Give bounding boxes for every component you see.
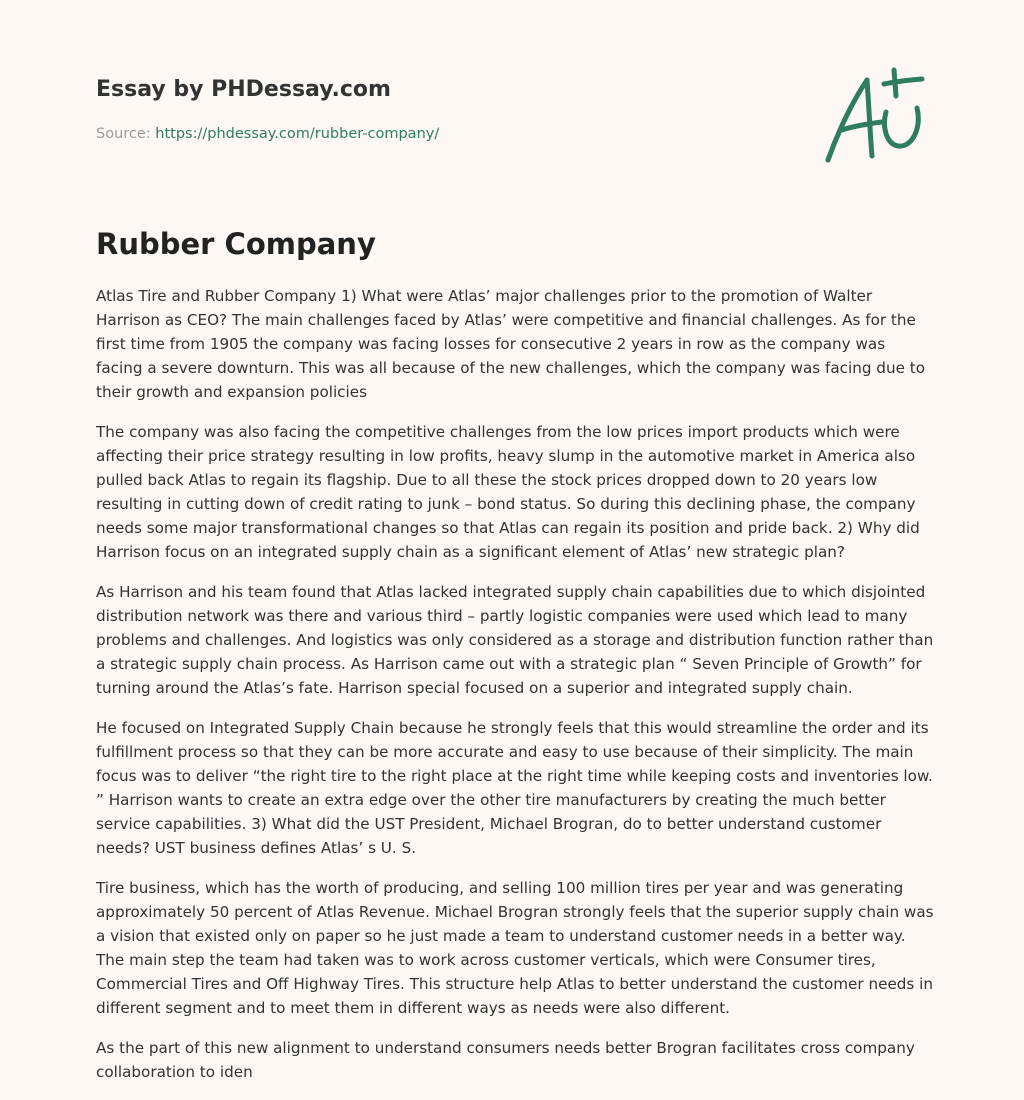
brand-title: Essay by PHDessay.com xyxy=(96,77,391,102)
essay-paragraph: The company was also facing the competitive challenges from the low prices import products which were affecting their price strategy resulting in low profits, heavy slump in the automotive market in America also pulled back Atlas to regain its flagship. Due to all these the stock prices dropped down to 20 years low resulting in cutting down of credit rating to junk – bond status. So during this declining phase, the company needs some major transformational changes so that Atlas can regain its position and pride back. 2) Why did Harrison focus on an integrated supply chain as a significant element of Atlas’ new strategic plan? xyxy=(96,423,920,561)
essay-paragraph: Tire business, which has the worth of producing, and selling 100 million tires per year and was generating approximately 50 percent of Atlas Revenue. Michael Brogran strongly feels that the superior supply chain was a vision that existed only on paper so he just made a team to understand customer needs in a better way. The main step the team had taken was to work across customer verticals, which were Consumer tires, Commercial Tires and Off Highway Tires. This structure help Atlas to better understand the customer needs in different segment and to meet them in different ways as needs were also different. xyxy=(96,879,934,1017)
essay-body xyxy=(96,284,936,1100)
essay-paragraph: As Harrison and his team found that Atlas lacked integrated supply chain capabilities due to which disjointed distribution network was there and various third – partly logistic companies were used which lead to many problems and challenges. And logistics was only considered as a storage and distribution function rather than a strategic supply chain process. As Harrison came out with a strategic plan “ Seven Principle of Growth” for turning around the Atlas’s fate. Harrison special focused on a superior and integrated supply chain. xyxy=(96,583,934,697)
source-line xyxy=(96,124,439,144)
a-plus-logo-icon xyxy=(822,66,926,166)
essay-paragraph: Atlas Tire and Rubber Company 1) What were Atlas’ major challenges prior to the promotion of Walter Harrison as CEO? The main challenges faced by Atlas’ were competitive and financial challenges. As for the first time from 1905 the company was facing losses for consecutive 2 years in row as the company was facing a severe downturn. This was all because of the new challenges, which the company was facing due to their growth and expansion policies xyxy=(96,287,925,401)
essay-paragraph: He focused on Integrated Supply Chain because he strongly feels that this would streamline the order and its fulfillment process so that they can be more accurate and easy to use because of their simplicity. The main focus was to deliver “the right tire to the right place at the right time while keeping costs and inventories low. ” Harrison wants to create an extra edge over the other tire manufacturers by creating the much better service capabilities. 3) What did the UST President, Michael Brogran, do to better understand customer needs? UST business defines Atlas’ s U. S. xyxy=(96,719,933,857)
source-link[interactable]: https://phdessay.com/rubber-company/ xyxy=(155,126,440,142)
essay-title: Rubber Company xyxy=(96,227,376,261)
essay-paragraph: As the part of this new alignment to understand consumers needs better Brogran facilitates cross company collaboration to iden xyxy=(96,1039,915,1081)
source-label: Source: xyxy=(96,126,151,142)
